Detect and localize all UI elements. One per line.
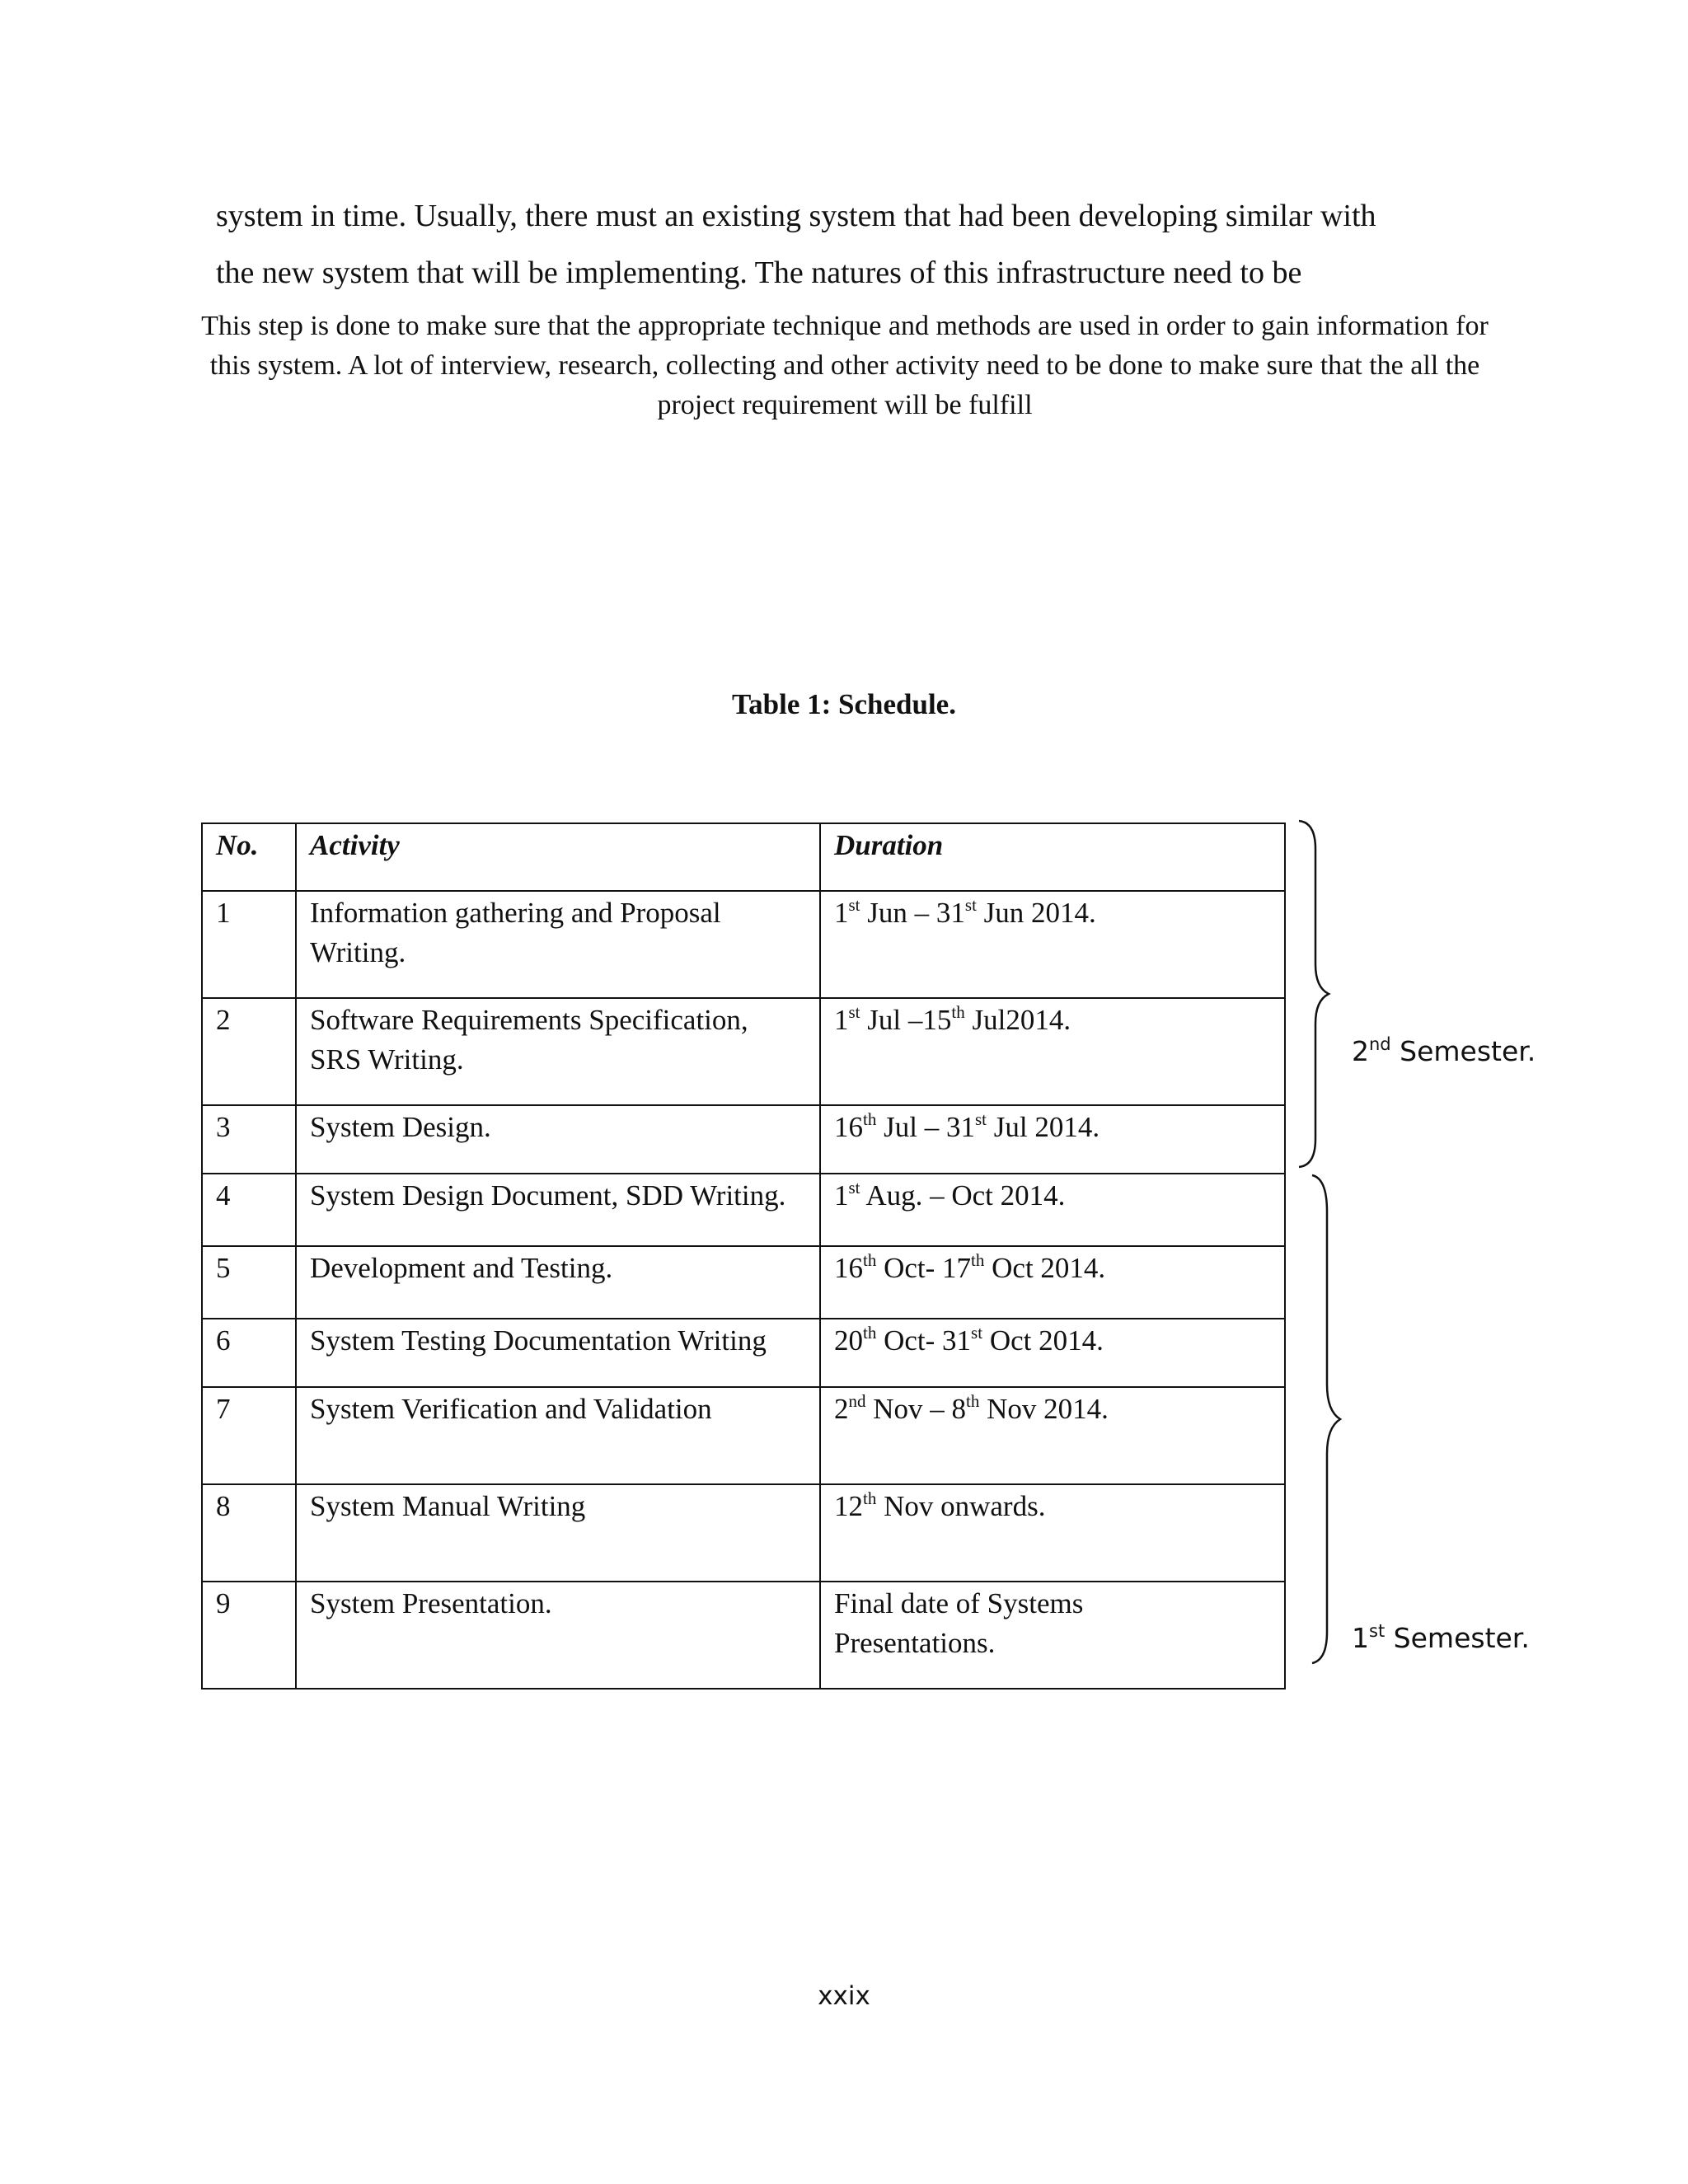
row-activity: System Design Document, SDD Writing. [296,1174,820,1246]
centered-paragraph: This step is done to make sure that the appropriate technique and methods are used in order to gain information for this system. A lot of interview, research, collecting and other activity need to be done to make sure that the all the project requirement will be fulfill [201,311,1489,420]
row-duration: Final date of Systems Presentations. [820,1582,1285,1689]
table-row [202,1484,1285,1582]
table-row [202,1319,1285,1387]
row-duration: 1st Jun – 31st Jun 2014. [820,891,1285,998]
first-semester-label: 1st Semester. [1352,1621,1530,1654]
row-no: 1 [202,891,296,998]
row-activity: Software Requirements Specification, SRS Writing. [296,998,820,1105]
table-row [202,1246,1285,1319]
row-activity: System Presentation. [296,1582,820,1689]
table-row [202,1387,1285,1484]
row-duration: 16th Oct- 17th Oct 2014. [820,1246,1285,1319]
body-line-2: the new system that will be implementing. The natures of this infrastructure need to be [216,255,1302,290]
row-duration: 2nd Nov – 8th Nov 2014. [820,1387,1285,1484]
row-no: 7 [202,1387,296,1484]
first-semester-brace [1312,1175,1340,1663]
row-activity: Development and Testing. [296,1246,820,1319]
row-activity: System Testing Documentation Writing [296,1319,820,1387]
table-header-row [202,823,1285,891]
header-duration: Duration [820,823,1285,891]
header-activity: Activity [296,823,820,891]
row-duration: 20th Oct- 31st Oct 2014. [820,1319,1285,1387]
row-no: 6 [202,1319,296,1387]
body-line-1: system in time. Usually, there must an existing system that had been developing similar with [216,199,1376,233]
table-caption: Table 1: Schedule. [732,688,956,720]
row-no: 9 [202,1582,296,1689]
page-number: xxix [818,1981,870,2011]
table-row [202,1105,1285,1174]
row-no: 4 [202,1174,296,1246]
row-duration: 1st Jul –15th Jul2014. [820,998,1285,1105]
row-no: 8 [202,1484,296,1582]
semester-braces [1297,816,1347,1690]
row-no: 2 [202,998,296,1105]
row-duration: 12th Nov onwards. [820,1484,1285,1582]
table-row [202,891,1285,998]
header-no: No. [202,823,296,891]
table-row [202,998,1285,1105]
schedule-table [201,823,1286,1690]
body-paragraph [216,188,1568,302]
second-semester-label: 2nd Semester. [1352,1034,1536,1067]
row-activity: Information gathering and Proposal Writing. [296,891,820,998]
row-duration: 16th Jul – 31st Jul 2014. [820,1105,1285,1174]
row-no: 5 [202,1246,296,1319]
row-activity: System Design. [296,1105,820,1174]
second-semester-brace [1299,821,1329,1167]
row-activity: System Manual Writing [296,1484,820,1582]
table-row [202,1174,1285,1246]
table-row [202,1582,1285,1689]
row-duration: 1st Aug. – Oct 2014. [820,1174,1285,1246]
row-activity: System Verification and Validation [296,1387,820,1484]
row-no: 3 [202,1105,296,1174]
